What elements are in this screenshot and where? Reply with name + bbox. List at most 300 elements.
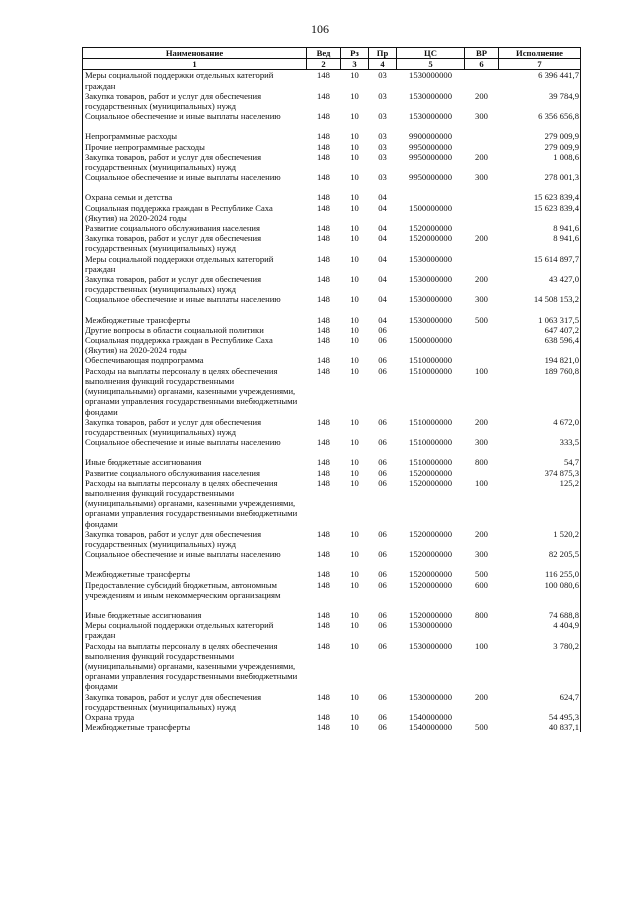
table-row	[83, 203, 581, 223]
header-pr: Пр	[369, 48, 397, 59]
table-row	[83, 468, 581, 478]
cell-cs: 1530000000	[409, 70, 452, 81]
cell-ved: 148	[317, 467, 330, 478]
cell-sum: 279 009,9	[499, 131, 581, 141]
cell-vr: 100	[475, 477, 488, 488]
cell-rz: 10	[350, 202, 359, 213]
spacer-cell	[397, 121, 465, 131]
cell-sum: 125,2	[499, 478, 581, 529]
spacer-row	[83, 182, 581, 192]
cell-rz: 10	[350, 437, 359, 448]
spacer-cell	[341, 305, 369, 315]
cell-rz: 10	[350, 457, 359, 468]
cell-pr: 06	[378, 549, 387, 560]
cell-vr	[465, 325, 499, 335]
spacer-row	[83, 559, 581, 569]
cell-sum: 40 837,1	[499, 722, 581, 732]
table-row	[83, 641, 581, 692]
cell-sum: 624,7	[499, 692, 581, 712]
header-name: Наименование	[83, 48, 307, 59]
table-row	[83, 457, 581, 467]
spacer-cell	[369, 182, 397, 192]
cell-rz: 10	[350, 569, 359, 580]
table-row	[83, 355, 581, 365]
cell-ved: 148	[317, 579, 330, 590]
spacer-cell	[465, 600, 499, 610]
cell-pr: 06	[378, 722, 387, 733]
cell-rz: 10	[350, 274, 359, 285]
spacer-cell	[465, 305, 499, 315]
cell-rz: 10	[350, 233, 359, 244]
cell-pr: 06	[378, 437, 387, 448]
table-row	[83, 610, 581, 620]
cell-ved: 148	[317, 355, 330, 366]
cell-sum: 4 404,9	[499, 620, 581, 640]
cell-sum: 279 009,9	[499, 142, 581, 152]
cell-name: Социальное обеспечение и иные выплаты населению	[83, 549, 307, 559]
colnum-5: 5	[397, 59, 465, 70]
cell-name: Другие вопросы в области социальной политики	[83, 325, 307, 335]
cell-cs: 1530000000	[409, 90, 452, 101]
cell-rz: 10	[350, 579, 359, 590]
table-header-row	[83, 48, 581, 59]
cell-name: Предоставление субсидий бюджетным, автономным учреждениям и иным некоммерческим организациям	[83, 580, 307, 600]
spacer-cell	[397, 447, 465, 457]
cell-name: Закупка товаров, работ и услуг для обеспечения государственных (муниципальных) нужд	[83, 233, 307, 253]
cell-name: Социальное обеспечение и иные выплаты населению	[83, 437, 307, 447]
cell-rz: 10	[350, 294, 359, 305]
spacer-cell	[369, 447, 397, 457]
cell-ved: 148	[317, 722, 330, 733]
cell-name: Межбюджетные трансферты	[83, 722, 307, 732]
cell-ved: 148	[317, 640, 330, 651]
cell-cs: 1530000000	[409, 274, 452, 285]
cell-vr	[465, 203, 499, 223]
header-cs: ЦС	[397, 48, 465, 59]
cell-vr	[465, 131, 499, 141]
spacer-cell	[307, 600, 341, 610]
cell-cs: 1520000000	[409, 233, 452, 244]
cell-sum: 8 941,6	[499, 233, 581, 253]
cell-vr	[465, 620, 499, 640]
cell-cs: 1530000000	[409, 640, 452, 651]
table-row	[83, 142, 581, 152]
cell-rz: 10	[350, 609, 359, 620]
spacer-cell	[307, 182, 341, 192]
cell-rz: 10	[350, 722, 359, 733]
cell-pr: 03	[378, 151, 387, 162]
cell-cs: 1520000000	[409, 528, 452, 539]
cell-rz: 10	[350, 172, 359, 183]
cell-rz: 10	[350, 90, 359, 101]
cell-cs: 1520000000	[409, 477, 452, 488]
spacer-cell	[341, 559, 369, 569]
table-row	[83, 70, 581, 91]
table-column-numbers	[83, 59, 581, 70]
spacer-cell	[307, 559, 341, 569]
cell-name: Развитие социального обслуживания населения	[83, 468, 307, 478]
cell-sum: 54,7	[499, 457, 581, 467]
cell-pr: 06	[378, 691, 387, 702]
cell-ved: 148	[317, 253, 330, 264]
cell-ved: 148	[317, 141, 330, 152]
spacer-cell	[465, 121, 499, 131]
cell-cs: 1530000000	[409, 253, 452, 264]
cell-rz: 10	[350, 691, 359, 702]
spacer-cell	[499, 447, 581, 457]
cell-pr: 04	[378, 233, 387, 244]
cell-pr: 04	[378, 202, 387, 213]
cell-pr: 03	[378, 70, 387, 81]
cell-cs: 1510000000	[409, 365, 452, 376]
cell-ved: 148	[317, 70, 330, 81]
cell-vr: 200	[475, 528, 488, 539]
spacer-cell	[499, 559, 581, 569]
header-ved: Вед	[307, 48, 341, 59]
cell-vr	[465, 335, 499, 355]
cell-cs: 1500000000	[409, 202, 452, 213]
cell-vr: 800	[475, 457, 488, 468]
table-row	[83, 620, 581, 640]
cell-name: Меры социальной поддержки отдельных категорий граждан	[83, 254, 307, 274]
cell-pr: 06	[378, 569, 387, 580]
cell-ved: 148	[317, 172, 330, 183]
cell-ved: 148	[317, 294, 330, 305]
table-row	[83, 233, 581, 253]
cell-ved: 148	[317, 111, 330, 122]
cell-pr: 03	[378, 172, 387, 183]
header-rz: Рз	[341, 48, 369, 59]
cell-vr	[465, 192, 499, 202]
cell-vr: 200	[475, 233, 488, 244]
cell-name: Социальная поддержка граждан в Республике Саха (Якутия) на 2020-2024 годы	[83, 335, 307, 355]
spacer-cell	[499, 305, 581, 315]
cell-sum: 15 623 839,4	[499, 203, 581, 223]
cell-name: Межбюджетные трансферты	[83, 569, 307, 579]
cell-ved: 148	[317, 437, 330, 448]
cell-pr: 04	[378, 253, 387, 264]
table-row	[83, 549, 581, 559]
table-row	[83, 366, 581, 417]
cell-sum: 1 520,2	[499, 529, 581, 549]
table-row	[83, 192, 581, 202]
cell-sum: 278 001,3	[499, 172, 581, 182]
cell-name: Иные бюджетные ассигнования	[83, 457, 307, 467]
cell-cs: 1530000000	[409, 314, 452, 325]
spacer-cell	[499, 182, 581, 192]
cell-rz: 10	[350, 620, 359, 631]
table-row	[83, 91, 581, 111]
spacer-cell	[369, 305, 397, 315]
cell-name: Обеспечивающая подпрограмма	[83, 355, 307, 365]
budget-table	[82, 47, 581, 732]
cell-sum: 3 780,2	[499, 641, 581, 692]
cell-name: Закупка товаров, работ и услуг для обеспечения государственных (муниципальных) нужд	[83, 417, 307, 437]
header-sum: Исполнение	[499, 48, 581, 59]
cell-cs: 1510000000	[409, 437, 452, 448]
cell-cs: 1510000000	[409, 355, 452, 366]
spacer-cell	[83, 600, 307, 610]
cell-sum: 74 688,8	[499, 610, 581, 620]
cell-name: Социальное обеспечение и иные выплаты населению	[83, 111, 307, 121]
table-row	[83, 254, 581, 274]
cell-vr: 300	[475, 549, 488, 560]
cell-cs: 9950000000	[409, 141, 452, 152]
cell-vr: 500	[475, 569, 488, 580]
cell-name: Расходы на выплаты персоналу в целях обеспечения выполнения функций государственными (муниципальными) органами, казенными учреждениями, органами управления государственными внебюджетными фондами	[83, 366, 307, 417]
cell-sum: 374 875,3	[499, 468, 581, 478]
cell-vr: 200	[475, 151, 488, 162]
spacer-row	[83, 305, 581, 315]
colnum-7: 7	[499, 59, 581, 70]
page-number: 106	[311, 22, 329, 36]
cell-ved: 148	[317, 324, 330, 335]
cell-rz: 10	[350, 131, 359, 142]
cell-pr: 06	[378, 579, 387, 590]
cell-sum: 116 255,0	[499, 569, 581, 579]
cell-name: Меры социальной поддержки отдельных категорий граждан	[83, 70, 307, 91]
table-row	[83, 722, 581, 732]
cell-sum: 100 080,6	[499, 580, 581, 600]
cell-vr	[465, 468, 499, 478]
cell-sum: 82 205,5	[499, 549, 581, 559]
cell-ved: 148	[317, 202, 330, 213]
cell-pr: 06	[378, 711, 387, 722]
spacer-cell	[465, 447, 499, 457]
cell-name: Непрограммные расходы	[83, 131, 307, 141]
cell-ved: 148	[317, 365, 330, 376]
cell-sum: 8 941,6	[499, 223, 581, 233]
colnum-6: 6	[465, 59, 499, 70]
table-row	[83, 223, 581, 233]
cell-ved: 148	[317, 691, 330, 702]
cell-vr: 300	[475, 172, 488, 183]
table-row	[83, 335, 581, 355]
cell-name: Социальное обеспечение и иные выплаты населению	[83, 172, 307, 182]
cell-name: Социальная поддержка граждан в Республике Саха (Якутия) на 2020-2024 годы	[83, 203, 307, 223]
cell-name: Охрана труда	[83, 712, 307, 722]
table-row	[83, 569, 581, 579]
table-row	[83, 172, 581, 182]
cell-pr: 06	[378, 620, 387, 631]
cell-pr: 06	[378, 467, 387, 478]
cell-sum: 189 760,8	[499, 366, 581, 417]
cell-rz: 10	[350, 335, 359, 346]
cell-name: Закупка товаров, работ и услуг для обеспечения государственных (муниципальных) нужд	[83, 692, 307, 712]
cell-pr: 06	[378, 335, 387, 346]
cell-ved: 148	[317, 131, 330, 142]
cell-sum: 6 396 441,7	[499, 70, 581, 91]
cell-vr	[465, 223, 499, 233]
table-row	[83, 294, 581, 304]
spacer-row	[83, 121, 581, 131]
spacer-cell	[341, 121, 369, 131]
table-row	[83, 111, 581, 121]
table-row	[83, 152, 581, 172]
cell-rz: 10	[350, 70, 359, 81]
cell-rz: 10	[350, 528, 359, 539]
cell-cs: 1520000000	[409, 579, 452, 590]
cell-vr: 200	[475, 691, 488, 702]
cell-vr: 100	[475, 365, 488, 376]
cell-sum: 4 672,0	[499, 417, 581, 437]
cell-pr: 06	[378, 528, 387, 539]
cell-sum: 43 427,0	[499, 274, 581, 294]
table-row	[83, 437, 581, 447]
cell-cs: 1530000000	[409, 294, 452, 305]
cell-pr: 03	[378, 111, 387, 122]
cell-pr: 06	[378, 365, 387, 376]
cell-rz: 10	[350, 477, 359, 488]
spacer-row	[83, 447, 581, 457]
cell-sum: 638 596,4	[499, 335, 581, 355]
cell-name: Расходы на выплаты персоналу в целях обеспечения выполнения функций государственными (муниципальными) органами, казенными учреждениями, органами управления государственными внебюджетными фондами	[83, 641, 307, 692]
cell-vr: 500	[475, 314, 488, 325]
cell-vr: 200	[475, 90, 488, 101]
spacer-cell	[397, 559, 465, 569]
cell-cs: 9950000000	[409, 172, 452, 183]
cell-cs	[397, 192, 465, 202]
cell-sum: 647 407,2	[499, 325, 581, 335]
cell-ved: 148	[317, 192, 330, 203]
cell-cs: 1520000000	[409, 549, 452, 560]
cell-vr: 300	[475, 294, 488, 305]
cell-cs: 9900000000	[409, 131, 452, 142]
cell-cs: 9950000000	[409, 151, 452, 162]
cell-name: Межбюджетные трансферты	[83, 315, 307, 325]
cell-rz: 10	[350, 711, 359, 722]
cell-vr	[465, 712, 499, 722]
cell-sum: 194 821,0	[499, 355, 581, 365]
table-row	[83, 529, 581, 549]
spacer-cell	[369, 559, 397, 569]
cell-cs: 1510000000	[409, 457, 452, 468]
cell-pr: 06	[378, 457, 387, 468]
cell-rz: 10	[350, 324, 359, 335]
spacer-cell	[341, 600, 369, 610]
cell-rz: 10	[350, 549, 359, 560]
cell-vr: 500	[475, 722, 488, 733]
cell-vr	[465, 142, 499, 152]
spacer-cell	[307, 121, 341, 131]
cell-sum: 6 356 656,8	[499, 111, 581, 121]
cell-pr: 04	[378, 223, 387, 234]
cell-rz: 10	[350, 355, 359, 366]
cell-pr: 04	[378, 314, 387, 325]
cell-pr: 03	[378, 90, 387, 101]
spacer-cell	[397, 600, 465, 610]
spacer-cell	[307, 305, 341, 315]
cell-rz: 10	[350, 253, 359, 264]
cell-vr: 200	[475, 274, 488, 285]
cell-name: Иные бюджетные ассигнования	[83, 610, 307, 620]
cell-sum: 14 508 153,2	[499, 294, 581, 304]
cell-rz: 10	[350, 141, 359, 152]
spacer-cell	[465, 559, 499, 569]
cell-vr: 300	[475, 437, 488, 448]
cell-sum: 54 495,3	[499, 712, 581, 722]
cell-vr	[465, 70, 499, 91]
table-row	[83, 274, 581, 294]
cell-ved: 148	[317, 151, 330, 162]
cell-ved: 148	[317, 274, 330, 285]
spacer-cell	[83, 559, 307, 569]
cell-name: Охрана семьи и детства	[83, 192, 307, 202]
cell-cs: 1540000000	[409, 722, 452, 733]
cell-cs: 1530000000	[409, 111, 452, 122]
cell-cs: 1540000000	[409, 711, 452, 722]
cell-pr: 06	[378, 477, 387, 488]
cell-cs: 1510000000	[409, 416, 452, 427]
spacer-cell	[341, 182, 369, 192]
cell-pr: 06	[378, 355, 387, 366]
cell-name: Социальное обеспечение и иные выплаты населению	[83, 294, 307, 304]
cell-pr: 06	[378, 640, 387, 651]
cell-sum: 1 063 317,5	[499, 315, 581, 325]
cell-cs: 1520000000	[409, 609, 452, 620]
cell-rz: 10	[350, 640, 359, 651]
cell-sum: 15 614 897,7	[499, 254, 581, 274]
spacer-cell	[83, 121, 307, 131]
colnum-1: 1	[83, 59, 307, 70]
cell-name: Закупка товаров, работ и услуг для обеспечения государственных (муниципальных) нужд	[83, 529, 307, 549]
table-row	[83, 131, 581, 141]
spacer-row	[83, 600, 581, 610]
cell-cs: 1520000000	[409, 223, 452, 234]
cell-ved: 148	[317, 477, 330, 488]
cell-rz: 10	[350, 467, 359, 478]
spacer-cell	[499, 121, 581, 131]
cell-sum: 333,5	[499, 437, 581, 447]
cell-name: Развитие социального обслуживания населения	[83, 223, 307, 233]
cell-vr: 200	[475, 416, 488, 427]
cell-cs: 1520000000	[409, 569, 452, 580]
cell-rz: 10	[350, 192, 359, 203]
cell-ved: 148	[317, 549, 330, 560]
cell-vr: 100	[475, 640, 488, 651]
cell-ved: 148	[317, 416, 330, 427]
cell-cs: 1530000000	[409, 620, 452, 631]
cell-sum: 39 784,9	[499, 91, 581, 111]
cell-ved: 148	[317, 314, 330, 325]
spacer-cell	[83, 305, 307, 315]
cell-rz: 10	[350, 151, 359, 162]
cell-pr: 04	[378, 274, 387, 285]
cell-rz: 10	[350, 111, 359, 122]
spacer-cell	[465, 182, 499, 192]
cell-sum: 15 623 839,4	[499, 192, 581, 202]
cell-name: Расходы на выплаты персоналу в целях обеспечения выполнения функций государственными (муниципальными) органами, казенными учреждениями, органами управления государственными внебюджетными фондами	[83, 478, 307, 529]
cell-ved: 148	[317, 233, 330, 244]
cell-pr: 06	[378, 609, 387, 620]
spacer-cell	[83, 447, 307, 457]
table-row	[83, 315, 581, 325]
cell-pr: 04	[378, 192, 387, 203]
cell-pr: 03	[378, 131, 387, 142]
cell-sum: 1 008,6	[499, 152, 581, 172]
spacer-cell	[307, 447, 341, 457]
cell-ved: 148	[317, 223, 330, 234]
spacer-cell	[499, 600, 581, 610]
cell-name: Прочие непрограммные расходы	[83, 142, 307, 152]
table-row	[83, 417, 581, 437]
cell-ved: 148	[317, 609, 330, 620]
colnum-4: 4	[369, 59, 397, 70]
cell-name: Меры социальной поддержки отдельных категорий граждан	[83, 620, 307, 640]
table-row	[83, 692, 581, 712]
table-row	[83, 712, 581, 722]
cell-cs: 1530000000	[409, 691, 452, 702]
